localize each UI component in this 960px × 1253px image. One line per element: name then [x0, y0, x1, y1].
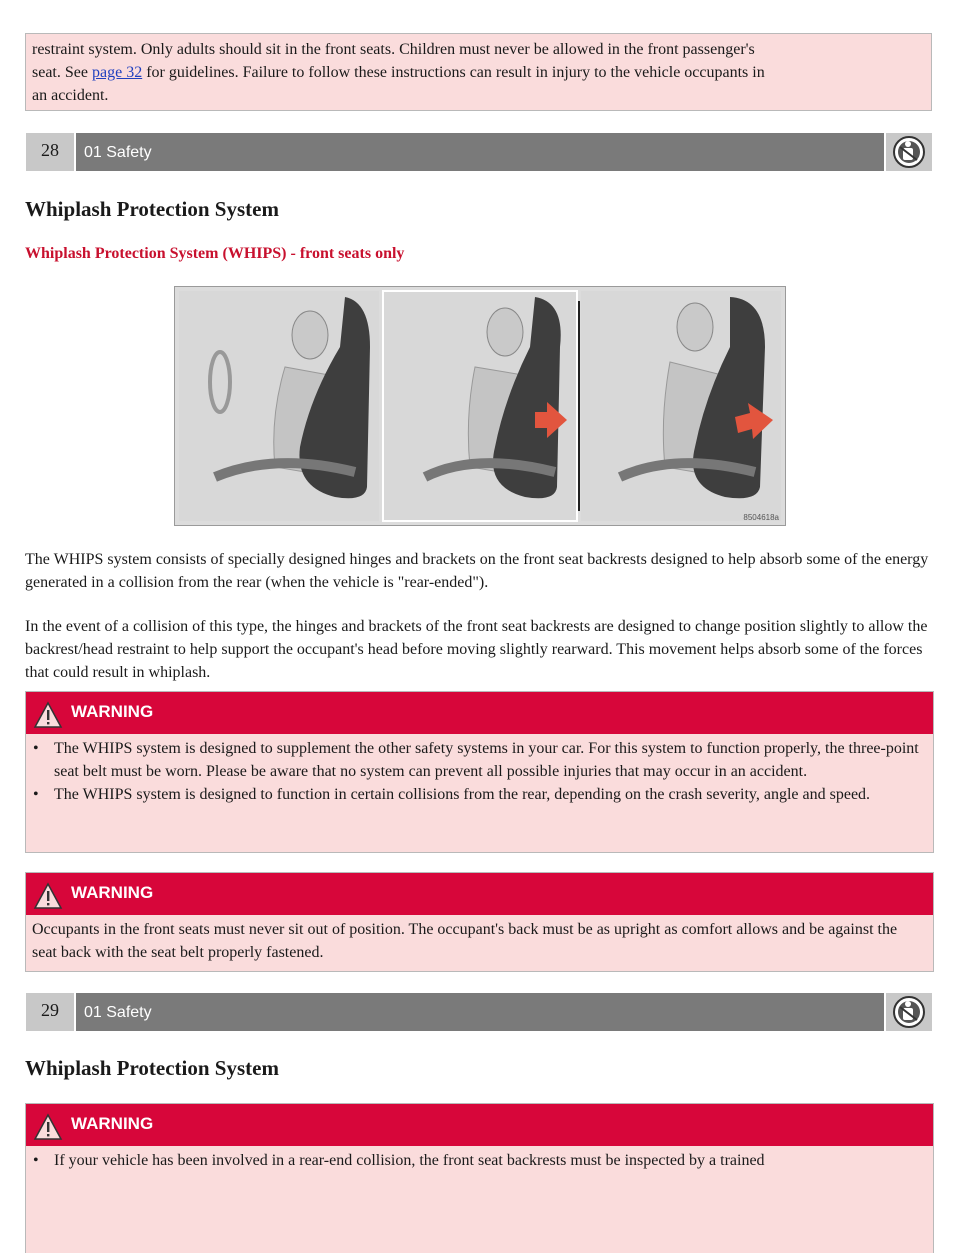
section-header-bar: [26, 133, 932, 171]
list-item: • The WHIPS system is designed to supplement the other safety systems in your car. For this system to function properly, the three-point seat belt must be worn. Please be aware that no system can prevent all possible injuries that may occur in an accident.: [33, 740, 919, 780]
warning-text: The WHIPS system is designed to supplement the other safety systems in your car. For this system to function properly, the three-point seat belt must be worn. Please be aware that no system can prevent all possible injuries that may occur in an accident.: [54, 740, 919, 780]
section-heading: Whiplash Protection System: [25, 1056, 279, 1080]
warning-header: [26, 1104, 933, 1146]
warning-header: [26, 692, 933, 734]
list-item: • The WHIPS system is designed to function in certain collisions from the rear, depending on the crash severity, angle and speed.: [33, 786, 871, 803]
page-number: 29: [26, 993, 74, 1031]
warning-triangle-icon: [33, 881, 63, 911]
warning-box: [25, 1103, 934, 1253]
warning-triangle-icon: [33, 1112, 63, 1142]
warning-box: [25, 691, 934, 853]
warning-triangle-icon: [33, 700, 63, 730]
warning-label: WARNING: [71, 883, 154, 902]
warning-box: [25, 872, 934, 972]
note-text: for guidelines. Failure to follow these instructions can result in injury to the vehicle occupants in: [142, 64, 765, 81]
section-title: 01 Safety: [76, 993, 884, 1031]
section-subheading: Whiplash Protection System (WHIPS) - front seats only: [25, 245, 405, 262]
note-line-3: an accident.: [32, 87, 109, 104]
page-number: 28: [26, 133, 74, 171]
whips-illustration: [174, 286, 786, 526]
note-line-1: restraint system. Only adults should sit in the front seats. Children must never be allowed in the front passenger's: [32, 41, 755, 58]
note-line-2: [32, 61, 925, 84]
section-heading: Whiplash Protection System: [25, 197, 279, 221]
list-item: • If your vehicle has been involved in a rear-end collision, the front seat backrests must be inspected by a trained: [33, 1152, 765, 1169]
seatbelt-icon: [886, 993, 932, 1031]
section-header-bar: [26, 993, 932, 1031]
page-link[interactable]: page 32: [91, 64, 143, 81]
warning-label: WARNING: [71, 702, 154, 721]
warning-text: If your vehicle has been involved in a rear-end collision, the front seat backrests must be inspected by a trained: [54, 1152, 765, 1169]
warning-text: Occupants in the front seats must never sit out of position. The occupant's back must be as upright as comfort allows and be against the seat back with the seat belt properly fastened.: [32, 921, 898, 961]
seatbelt-icon: [886, 133, 932, 171]
continuation-note: [25, 33, 932, 111]
figure-code: 8504618a: [743, 513, 779, 522]
note-text: seat. See: [32, 64, 92, 81]
warning-text: The WHIPS system is designed to function in certain collisions from the rear, depending on the crash severity, angle and speed.: [54, 786, 871, 803]
paragraph: The WHIPS system consists of specially designed hinges and brackets on the front seat backrests designed to help absorb some of the energy generated in a collision from the rear (when the vehicle is "rear-ended").: [25, 551, 929, 591]
warning-label: WARNING: [71, 1114, 154, 1133]
paragraph: In the event of a collision of this type, the hinges and brackets of the front seat backrests are designed to change position slightly to allow the backrest/head restraint to help support the occupant's head before moving slightly rearward. This movement helps absorb some of the forces that could result in whiplash.: [25, 618, 928, 681]
section-title: 01 Safety: [76, 133, 884, 171]
warning-header: [26, 873, 933, 915]
